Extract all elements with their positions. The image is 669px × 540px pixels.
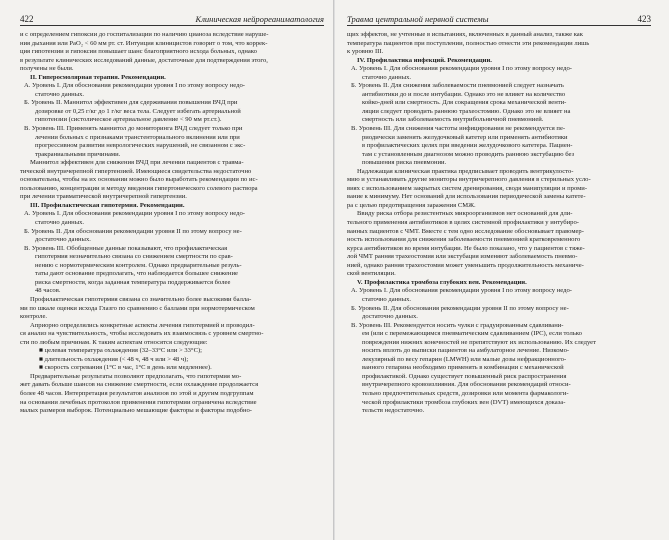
text-line: лекулярный по весу гепарин (LMWH) или малые дозы нефракционного-: [362, 355, 567, 363]
text-line: гипотензии (систолическое артериальное давление < 90 мм рт.ст.).: [35, 116, 222, 124]
text-line: тельств недостаточно.: [362, 407, 425, 415]
text-line: лой ЧМТ ранняя трахеостомия или экстубация изменяют заболеваемость пневмо-: [347, 253, 578, 261]
text-line: Предварительные результаты позволяют предполагать, что гипотермия мо-: [30, 372, 242, 380]
text-line: В. Уровень III. Для снижения частоты инфицирования не рекомендуется пе-: [351, 125, 566, 133]
text-line: В. Уровень III. Применять маннитол до мониторинга ВЧД следует только при: [24, 125, 243, 133]
text-line: малых размеров выборок. Потенциально мешающие факторы и факторы подобно-: [20, 407, 252, 415]
text-line: IV. Профилактика инфекций. Рекомендации.: [357, 56, 492, 64]
right-page-body: [347, 31, 651, 416]
text-line: Б. Уровень II. Для обоснования рекомендации уровня II по этому вопросу не-: [351, 304, 569, 312]
text-line: в результате клинических исследований данные, достаточные для подтверждения этого,: [20, 56, 268, 64]
text-line: ми по шкале оценки исхода Глазго по сравнению с баллами при нормотермическом: [20, 304, 255, 312]
text-line: достаточно данных.: [362, 313, 418, 321]
text-line: щих эффектов, не учтенные в испытаниях, включенных в данный анализ, также как: [347, 31, 583, 38]
text-line: пользованию, концентрации и методу введения гипертонического солевого раствора: [20, 184, 258, 192]
text-line: гипотермия незначительно связана со снижением смертности по срав-: [35, 253, 233, 261]
text-line: ляции следует проводить раннюю трахеостомию. Однако это не влияет на: [362, 107, 571, 115]
text-line: и с определением гипоксии до госпитализации по наличию цианоза вследствие наруше-: [20, 31, 269, 38]
text-line: Б. Уровень II. Маннитол эффективен для сдерживания повышения ВЧД при: [24, 99, 238, 107]
text-line: статочно данных.: [362, 73, 412, 81]
text-line: А. Уровень I. Для обоснования рекомендации уровня I по этому вопросу недо-: [24, 82, 245, 90]
left-running-header: [20, 14, 324, 26]
text-line: при лечении травматической внутричерепной гипертензии.: [20, 193, 187, 201]
text-line: ванного гепарина необходимо применять в комбинации с механической: [362, 364, 564, 372]
right-running-header: [347, 14, 651, 26]
text-line: в профилактических целях при введении желудочкового катетера. Пациен-: [362, 142, 573, 150]
text-line: А. Уровень I. Для обоснования рекомендации уровня I по этому вопросу недо-: [24, 210, 245, 218]
text-line: лечении больных с признаками транстенториального вклинения или при: [35, 133, 240, 141]
text-line: Маннитол эффективен для снижения ВЧД при лечении пациентов с травма-: [30, 159, 244, 167]
text-line: риодически заменять желудочковый катетер или применять антибиотики: [362, 133, 568, 141]
text-line: V. Профилактика тромбоза глубоких вен. Рекомендации.: [357, 278, 527, 286]
text-line: ция гипотензии и гипоксии повышает шанс благоприятного исхода больных, однако: [20, 48, 257, 56]
text-line: повреждения нижних конечностей не препятствуют их использованию. Их следует: [362, 338, 596, 346]
text-line: основательны, чтобы на их основании можно было выработать рекомендации по ис-: [20, 176, 258, 184]
text-line: получены не были.: [20, 65, 74, 73]
text-line: А. Уровень I. Для обоснования рекомендации уровня I по этому вопросу недо-: [351, 287, 572, 295]
text-line: II. Гиперосмолярная терапия. Рекомендации.: [30, 73, 166, 81]
text-line: таты дают основание предполагать, что наблюдается большее снижение: [35, 270, 238, 278]
text-line: ся анализ на чувствительность, чтобы исследовать их взаимосвязь с уровнем смертно-: [20, 330, 264, 338]
text-line: статочно данных.: [35, 219, 85, 227]
text-line: сти по любым причинам. К таким аспектам относятся следующие:: [20, 338, 208, 346]
text-line: Б. Уровень II. Для обоснования рекомендации уровня II по этому вопросу не-: [24, 227, 242, 235]
text-line: статочно данных.: [35, 90, 85, 98]
text-line: мию и устанавливать другие мониторы внутричерепного давления в стерильных усло-: [347, 176, 591, 184]
text-line: дозировке от 0,25 г/кг до 1 г/кг веса тела. Следует избегать артериальной: [35, 107, 241, 115]
text-line: внутричерепного кровоизлияния. Для обоснования рекомендаций относи-: [362, 381, 571, 389]
left-page-body: [20, 31, 324, 416]
text-line: на основании лечебных протоколов применения гипотермии ограничена вследствие: [20, 398, 257, 406]
text-line: тельно предпочтительных средств, дозировки или момента фармакологи-: [362, 389, 569, 397]
right-page: [335, 0, 669, 540]
text-line: риска смертности, когда заданная температура поддерживается более: [35, 278, 231, 286]
text-line: ванных пациентов с ЧМТ. Вместе с тем одно исследование обосновывает правомер-: [347, 227, 584, 235]
text-line: нией, однако ранняя трахеостомия может уменьшить продолжительность механиче-: [347, 261, 584, 269]
text-line: контроле.: [20, 313, 48, 321]
text-line: Ввиду риска отбора резистентных микроорганизмов нет оснований для дли-: [357, 210, 573, 218]
text-line: более 48 часов. Интерпретация результатов анализов по этой и другим подгруппам: [20, 389, 254, 397]
text-line: тической внутричерепной гипертензией. Имеющиеся свидетельства недостаточно: [20, 167, 252, 175]
text-line: ческой профилактики тромбоза глубоких вен (DVT) имеющихся доказа-: [362, 398, 566, 406]
text-line: ра с целью предотвращения заражения СМЖ.: [347, 201, 476, 209]
text-line: Б. Уровень II. Для снижения заболеваемости пневмонией следует назначать: [351, 82, 564, 90]
text-line: ность использования для снижения заболеваемости пневмонией кратковременного: [347, 236, 581, 244]
left-page-number: 422: [20, 14, 34, 24]
text-line: к уровню III.: [347, 48, 384, 56]
right-page-number: 423: [637, 14, 651, 24]
right-running-head: Травма центральной нервной системы: [347, 14, 489, 24]
text-line: А. Уровень I. Для обоснования рекомендации уровня I по этому вопросу недо-: [351, 65, 572, 73]
text-line: статочно данных.: [362, 295, 412, 303]
text-line: В. Уровень III. Рекомендуется носить чулки с градуированным сдавливани-: [351, 321, 564, 329]
text-line: курса антибиотиков во время интубации. Не было показано, что у пациентов с тяже-: [347, 244, 585, 252]
text-line: ■ целевая температура охлаждения (32–33°C или > 33°C);: [39, 347, 202, 355]
text-line: повышения риска пневмонии.: [362, 159, 447, 167]
text-line: койко-дней или смертность. Для сокращения срока механической венти-: [362, 99, 567, 107]
text-line: нению с нормотермическим контролем. Однако предварительные резуль-: [35, 261, 242, 269]
text-line: вание к минимуму. Нет оснований для использования периодической замены катете-: [347, 193, 586, 201]
text-line: профилактикой. Однако существует повышенный риск распространения: [362, 372, 567, 380]
text-line: ■ длительность охлаждения (< 48 ч, 48 ч или > 48 ч);: [39, 355, 189, 363]
text-line: антибиотики до и после интубации. Однако это не влияет на количество: [362, 90, 566, 98]
text-line: Априорно определялись конкретные аспекты лечения гипотермией и проводил-: [30, 321, 255, 329]
text-line: смертность или заболеваемость внутрибольничной пневмонией.: [362, 116, 544, 124]
text-line: тельного применения антибиотиков в целях системной профилактики у интубиро-: [347, 219, 579, 227]
text-line: Профилактическая гипотермия связана со значительно более высокими балла-: [30, 295, 252, 303]
left-page: [0, 0, 334, 540]
text-line: ■ скорость согревания (1°C в час, 1°C в день или медленнее).: [39, 364, 212, 372]
text-line: прогрессивном развитии неврологических нарушений, не связанном с экс-: [35, 142, 246, 150]
text-line: 48 часов.: [35, 287, 61, 295]
text-line: температура пациентов при поступлении, полностью отнести эти рекомендации лишь: [347, 39, 590, 47]
text-line: ния дыхания или PaO₂ < 60 мм рт. ст. Интуиция клиницистов говорит о том, что коррек-: [20, 39, 268, 47]
text-line: там с установленным диагнозом можно проводить раннюю экстубацию без: [362, 150, 575, 158]
text-line: Надлежащая клиническая практика предписывает проводить вентрикулосто-: [357, 167, 574, 175]
text-line: ской вентиляции.: [347, 270, 396, 278]
left-running-head: Клиническая нейрореаниматология: [195, 14, 324, 24]
text-line: достаточно данных.: [35, 236, 91, 244]
text-line: тракраниальными причинами.: [35, 150, 121, 158]
text-line: виях с использованием закрытых систем дренирования, сводя манипуляции и проми-: [347, 184, 588, 192]
text-line: ем (или с перемежающимся пневматическим сдавливанием (IPC), если только: [362, 330, 582, 338]
text-line: III. Профилактическая гипотермия. Рекомендации.: [30, 201, 185, 209]
text-line: носить вплоть до выписки пациентов на амбулаторное лечение. Низкомо-: [362, 347, 570, 355]
text-line: В. Уровень III. Обобщенные данные показывают, что профилактическая: [24, 244, 228, 252]
text-line: жет давать больше шансов на снижение смертности, если охлаждение продолжается: [20, 381, 259, 389]
